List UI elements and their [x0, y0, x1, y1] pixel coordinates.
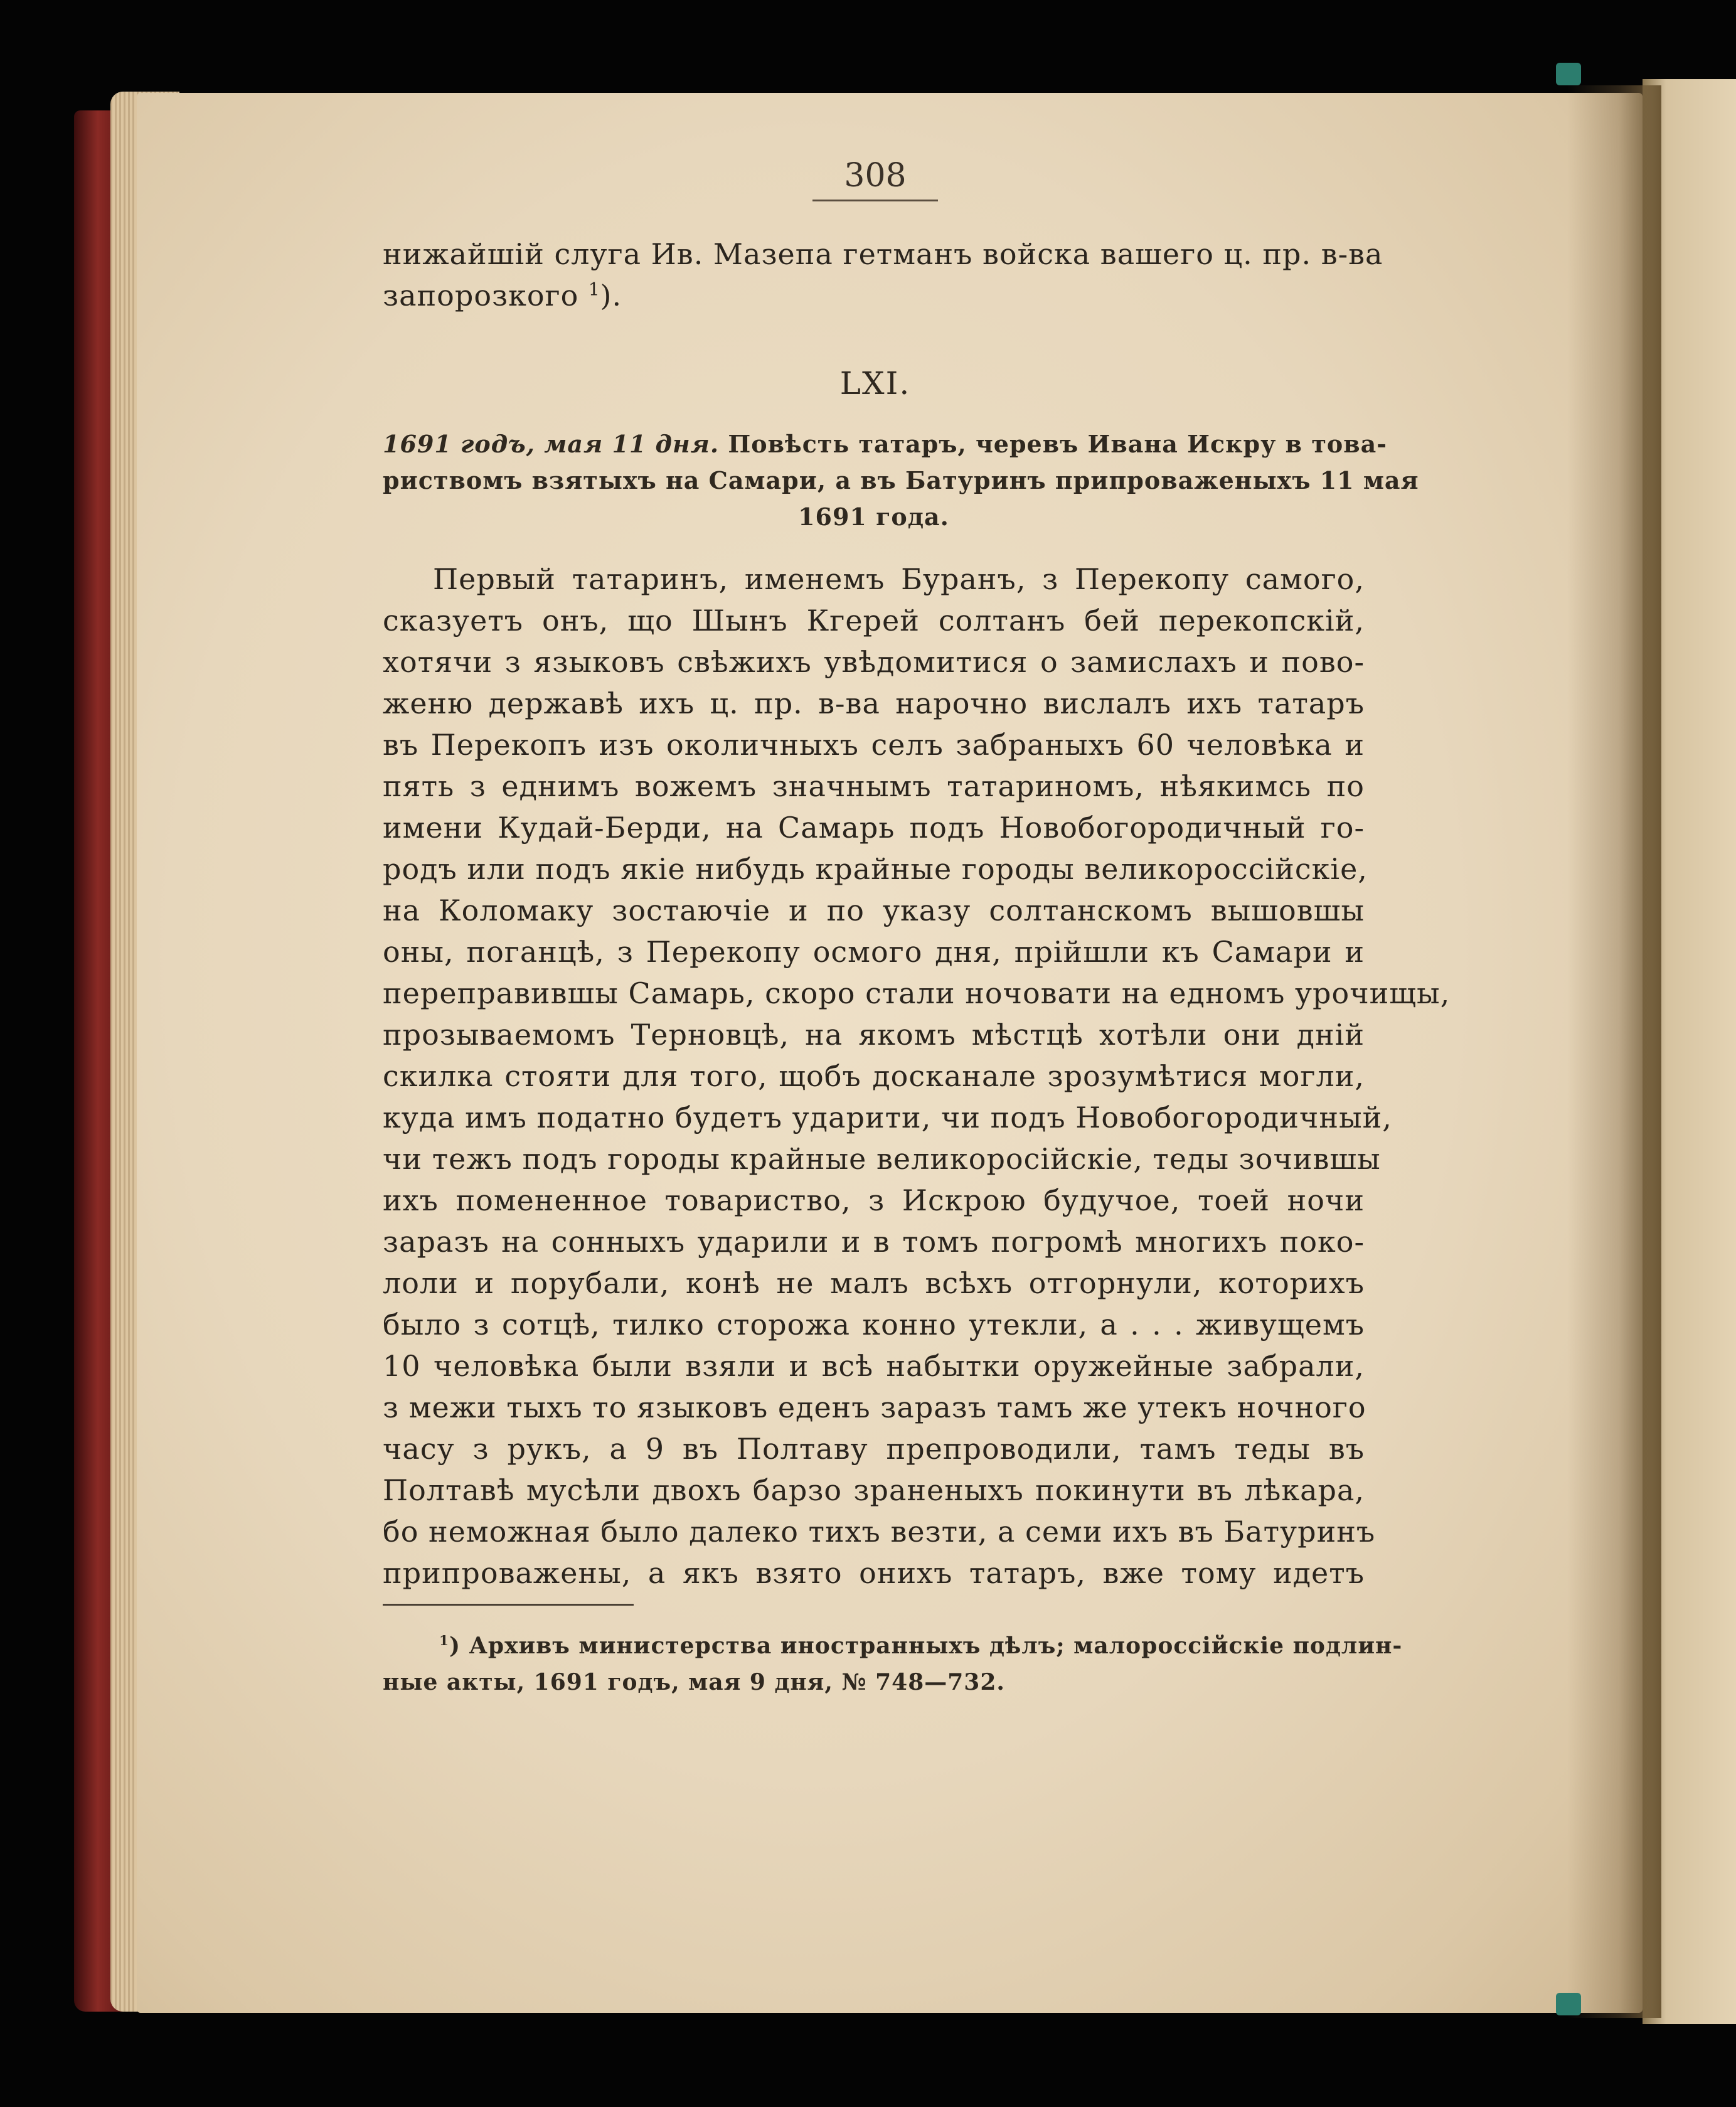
- body-line: сказуетъ онъ, що Шынъ Кгерей солтанъ бей перекопскій,: [383, 604, 1365, 637]
- body-line: Первый татаринъ, именемъ Буранъ, з Перекопу самого,: [433, 562, 1365, 596]
- binding-thread: [1556, 63, 1581, 85]
- footnote-rule: [383, 1604, 634, 1606]
- book-gutter: [1567, 85, 1661, 2018]
- body-line: было з сотцѣ, тилко сторожа конно утекли, а . . . живущемъ: [383, 1308, 1365, 1342]
- body-line: заразъ на сонныхъ ударили и в томъ погромѣ многихъ поко-: [383, 1225, 1365, 1259]
- body-line: въ Перекопъ изъ околичныхъ селъ забраныхъ 60 человѣка и: [383, 728, 1365, 762]
- page-number: 308: [844, 157, 907, 195]
- body-line: переправившы Самарь, скоро стали ночовати на едномъ урочищы,: [383, 976, 1451, 1010]
- body-line: 10 человѣка были взяли и всѣ набытки оружейные забрали,: [383, 1349, 1365, 1383]
- carry-over-line: нижайшій слуга Ив. Мазепа гетманъ войска вашего ц. пр. в-ва: [383, 237, 1383, 271]
- body-line: имени Кудай-Берди, на Самарь подъ Новобогородичный го-: [383, 811, 1365, 845]
- footnote-line: ные акты, 1691 годъ, мая 9 дня, № 748—732.: [383, 1669, 1005, 1695]
- page-number-rule: [812, 200, 938, 201]
- body-line: з межи тыхъ то языковъ еденъ заразъ тамъ же утекъ ночного: [383, 1390, 1366, 1424]
- heading-date: 1691 годъ, мая 11 дня.: [383, 430, 720, 458]
- body-line: хотячи з языковъ свѣжихъ увѣдомитися о замислахъ и пово-: [383, 645, 1365, 679]
- body-line: чи тежъ подъ городы крайные великоросійскіе, теды зочившы: [383, 1142, 1381, 1176]
- body-line: Полтавѣ мусѣли двохъ барзо зраненыхъ покинути въ лѣкара,: [383, 1473, 1365, 1507]
- body-line: лоли и порубали, конѣ не малъ всѣхъ отгорнули, которихъ: [383, 1266, 1365, 1300]
- carry-over-line: запорозкого $^1$).: [383, 279, 622, 312]
- body-line: женю державѣ ихъ ц. пр. в-ва нарочно вислалъ ихъ татаръ: [383, 686, 1365, 720]
- document-heading: риствомъ взятыхъ на Самари, а въ Батуринъ припроваженыхъ 11 мая: [383, 466, 1419, 494]
- document-heading: 1691 годъ, мая 11 дня. Повѣсть татаръ, черевъ Ивана Искру в това-: [383, 430, 1388, 458]
- footnote-line: $^1$) Архивъ министерства иностранныхъ дѣлъ; малороссійскіе подлин-: [439, 1633, 1403, 1659]
- document-heading: 1691 года.: [798, 503, 949, 531]
- binding-thread: [1556, 1993, 1581, 2015]
- body-line: часу з рукъ, а 9 въ Полтаву препроводили, тамъ теды въ: [383, 1432, 1365, 1466]
- body-line: скилка стояти для того, щобъ досканале зрозумѣтися могли,: [383, 1059, 1365, 1093]
- footnote-reference: 1: [588, 279, 600, 300]
- body-line: родъ или подъ якіе нибудь крайные городы великороссійскіе,: [383, 852, 1368, 886]
- body-line: прозываемомъ Терновцѣ, на якомъ мѣстцѣ хотѣли они дній: [383, 1018, 1365, 1052]
- footnote-mark: 1: [439, 1633, 450, 1649]
- body-line: бо неможная было далеко тихъ везти, а семи ихъ въ Батуринъ: [383, 1515, 1376, 1549]
- body-line: припроважены, а якъ взято онихъ татаръ, вже тому идетъ: [383, 1556, 1365, 1590]
- body-line: ихъ помененное товариство, з Искрою будучое, тоей ночи: [383, 1183, 1365, 1217]
- body-line: оны, поганцѣ, з Перекопу осмого дня, прійшли къ Самари и: [383, 935, 1365, 969]
- section-number: LXI.: [839, 365, 911, 402]
- body-line: на Коломаку зостаючіе и по указу солтанскомъ вышовшы: [383, 893, 1365, 927]
- body-line: пять з еднимъ вожемъ значнымъ татариномъ, нѣякимсь по: [383, 769, 1365, 803]
- body-line: куда имъ податно будетъ ударити, чи подъ Новобогородичный,: [383, 1101, 1392, 1134]
